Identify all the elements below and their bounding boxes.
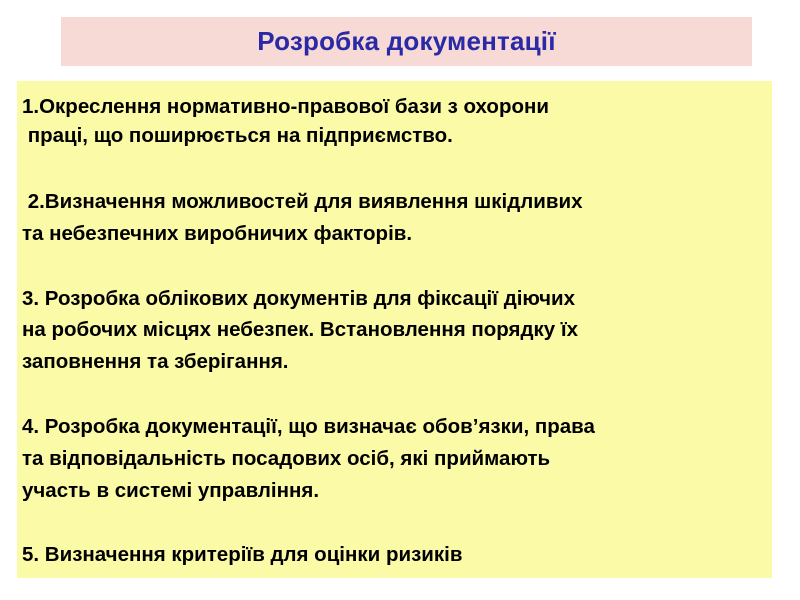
title-banner xyxy=(61,17,752,66)
item-3-line-1: 3. Розробка облікових документів для фіксації діючих xyxy=(22,287,576,310)
item-4-line-3: участь в системі управління. xyxy=(22,479,320,502)
item-2-line-2: та небезпечних виробничих факторів. xyxy=(22,222,413,245)
item-4-line-1: 4. Розробка документації, що визначає обов’язки, права xyxy=(22,415,595,438)
item-3-line-3: заповнення та зберігання. xyxy=(22,350,289,373)
item-1-line-2: праці, що поширюється на підприємство. xyxy=(22,124,453,147)
content-panel xyxy=(17,81,772,578)
item-2-line-1: 2.Визначення можливостей для виявлення шкідливих xyxy=(22,190,583,213)
item-5-line-1: 5. Визначення критеріїв для оцінки ризиків xyxy=(22,543,463,566)
item-1-line-1: 1.Окреслення нормативно-правової бази з охорони xyxy=(22,95,549,118)
slide-title: Розробка документації xyxy=(257,26,556,56)
item-3-line-2: на робочих місцях небезпек. Встановлення порядку їх xyxy=(22,318,579,341)
item-4-line-2: та відповідальність посадових осіб, які приймають xyxy=(22,447,551,470)
